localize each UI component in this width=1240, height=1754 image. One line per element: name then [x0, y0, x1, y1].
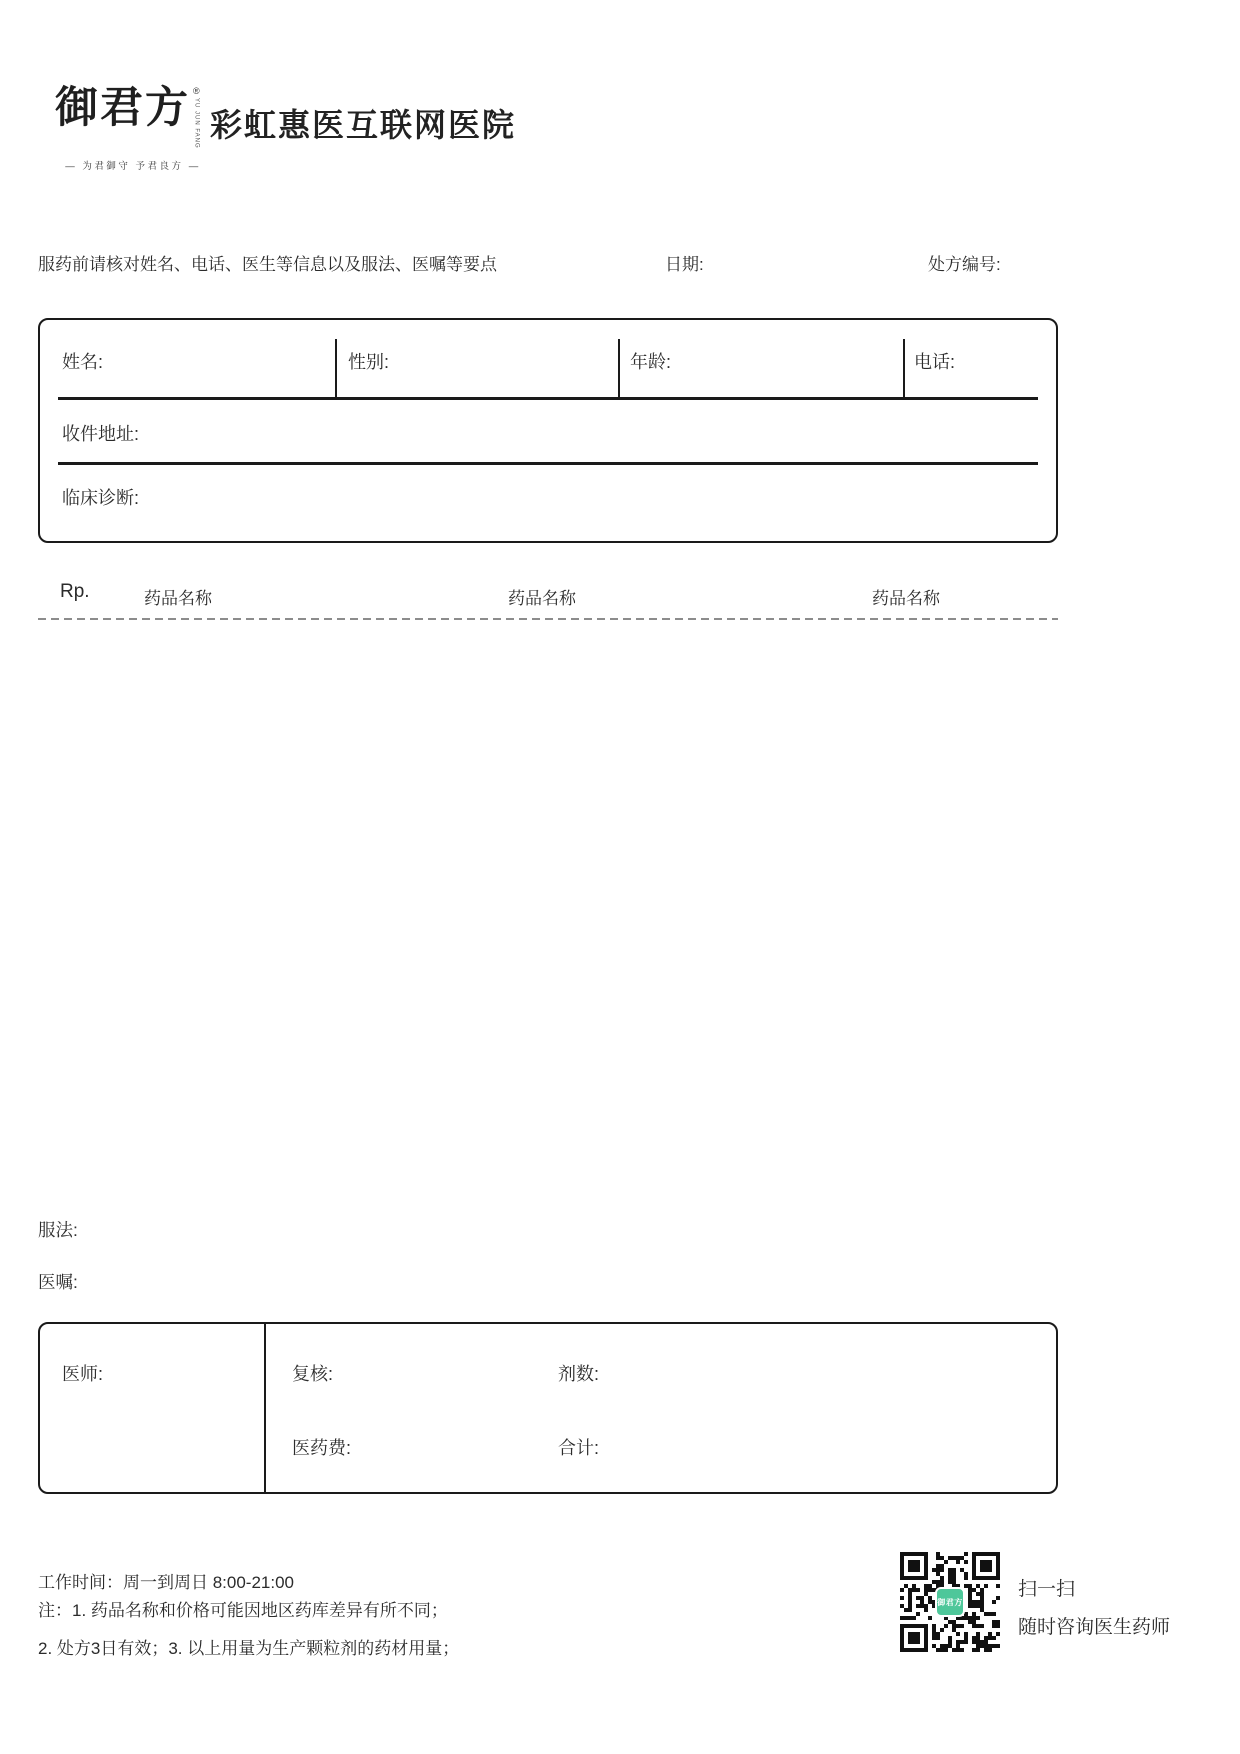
qr-center-text: 御君方	[937, 1597, 963, 1607]
rx-number-label: 处方编号:	[928, 255, 1001, 274]
rp-label: Rp.	[60, 581, 90, 602]
hospital-name: 彩虹惠医互联网医院	[210, 107, 517, 143]
patient-info-box	[38, 318, 1058, 543]
review-label: 复核:	[292, 1364, 334, 1384]
qr-center-logo	[935, 1587, 965, 1617]
signoff-box	[38, 1322, 1058, 1494]
logo-text: 御君方	[55, 83, 190, 133]
row-separator	[58, 462, 1038, 465]
qr-code	[900, 1552, 1000, 1652]
divider	[335, 339, 337, 399]
note-line-2: 2. 处方3日有效；3. 以上用量为生产颗粒剂的药材用量；	[38, 1639, 460, 1658]
usage-label: 服法:	[38, 1220, 78, 1240]
drug-name-column-header: 药品名称	[872, 589, 940, 608]
row-separator	[58, 397, 1038, 400]
advice-label: 医嘱:	[38, 1272, 78, 1292]
drug-name-column-header: 药品名称	[144, 589, 212, 608]
prescription-content-area	[38, 630, 1058, 1200]
divider	[264, 1324, 266, 1492]
gender-label: 性别:	[348, 352, 390, 372]
address-label: 收件地址:	[62, 424, 140, 444]
note-line-1: 注：1. 药品名称和价格可能因地区药库差异有所不同；	[38, 1601, 448, 1620]
divider	[618, 339, 620, 399]
working-hours: 工作时间：周一到周日 8:00-21:00	[38, 1573, 295, 1592]
logo-vertical-text: YU JUN FANG	[193, 98, 200, 149]
qr-caption-scan: 扫一扫	[1018, 1579, 1076, 1600]
total-label: 合计:	[558, 1438, 600, 1458]
dose-count-label: 剂数:	[558, 1364, 600, 1384]
qr-caption-consult: 随时咨询医生药师	[1018, 1617, 1171, 1638]
logo-tagline: — 为君御守 予君良方 —	[65, 160, 201, 172]
phone-label: 电话:	[914, 352, 956, 372]
drug-name-column-header: 药品名称	[508, 589, 576, 608]
verification-notice: 服药前请核对姓名、电话、医生等信息以及服法、医嘱等要点	[38, 255, 497, 274]
age-label: 年龄:	[630, 352, 672, 372]
doctor-label: 医师:	[62, 1364, 104, 1384]
brand-logo	[55, 83, 215, 172]
date-label: 日期:	[665, 255, 704, 274]
diagnosis-label: 临床诊断:	[62, 488, 140, 508]
name-label: 姓名:	[62, 352, 104, 372]
medicine-fee-label: 医药费:	[292, 1438, 352, 1458]
registered-mark: ®	[193, 86, 200, 96]
dashed-divider	[38, 618, 1058, 620]
logo-side-marks	[193, 86, 200, 149]
divider	[903, 339, 905, 399]
